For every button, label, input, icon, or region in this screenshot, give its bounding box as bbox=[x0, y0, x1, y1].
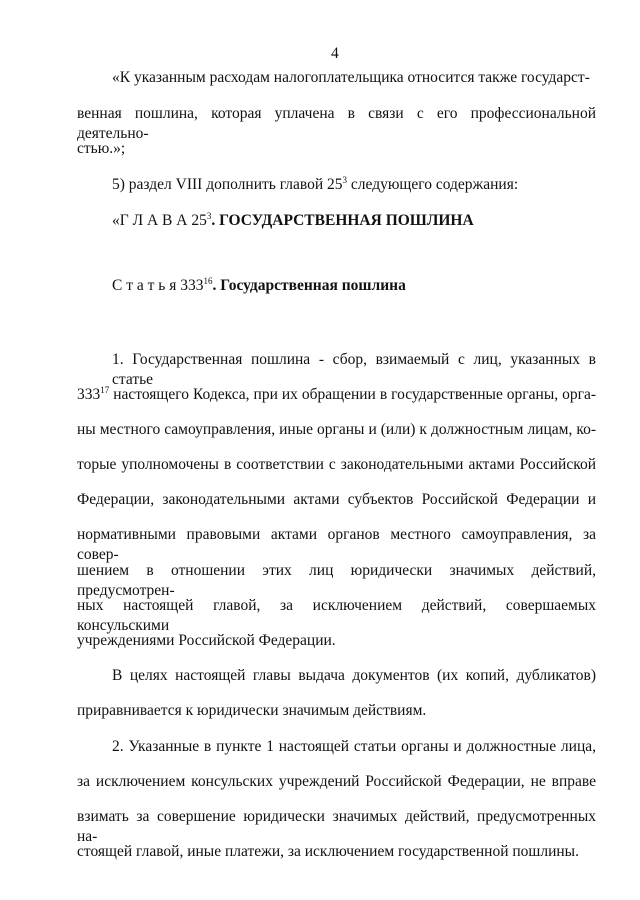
para3-line-4: стоящей главой, иные платежи, за исключением государственной пошлины. bbox=[77, 843, 579, 860]
quote-line-2: венная пошлина, которая уплачена в связи с его профессиональной деятельно- bbox=[77, 105, 596, 142]
article-title: . Государственная пошлина bbox=[212, 277, 406, 294]
para1-line-7: шением в отношении этих лиц юридически значимых действий, предусмотрен- bbox=[77, 562, 596, 599]
para1-line-5: Федерации, законодательными актами субъектов Российской Федерации и bbox=[77, 491, 596, 508]
item-5-text: 5) раздел VIII дополнить главой 25 bbox=[112, 176, 343, 193]
para1-line-2-text: настоящего Кодекса, при их обращении в государственные органы, орга- bbox=[109, 386, 596, 403]
para3-line-1: 2. Указанные в пункте 1 настоящей статьи органы и должностные лица, bbox=[112, 738, 596, 755]
item-5-sup: 3 bbox=[342, 175, 348, 185]
para1-line-3: ны местного самоуправления, иные органы и (или) к должностным лицам, ко- bbox=[77, 421, 596, 438]
para1-line-4: торые уполномочены в соответствии с законодательными актами Российской bbox=[77, 456, 596, 473]
article-prefix: С т а т ь я 333 bbox=[112, 277, 204, 294]
para1-line-8: ных настоящей главой, за исключением действий, совершаемых консульскими bbox=[77, 597, 596, 634]
page-number: 4 bbox=[331, 45, 339, 62]
chapter-heading bbox=[112, 211, 474, 231]
para2-line-2: приравнивается к юридически значимым действиям. bbox=[77, 702, 427, 719]
para3-line-3: взимать за совершение юридически значимых действий, предусмотренных на- bbox=[77, 808, 596, 845]
para1-line-6: нормативными правовыми актами органов местного самоуправления, за совер- bbox=[77, 526, 596, 563]
chapter-sup: 3 bbox=[206, 211, 212, 221]
para2-line-1: В целях настоящей главы выдача документов (их копий, дубликатов) bbox=[112, 667, 596, 684]
article-heading bbox=[112, 276, 406, 296]
article-sup: 16 bbox=[203, 276, 213, 286]
item-5-tail: следующего содержания: bbox=[347, 176, 519, 193]
quote-line-3: стью.»; bbox=[77, 140, 126, 157]
chapter-title: . ГОСУДАРСТВЕННАЯ ПОШЛИНА bbox=[211, 212, 474, 229]
para3-line-2: за исключением консульских учреждений Российской Федерации, не вправе bbox=[77, 773, 596, 790]
para1-line-1: 1. Государственная пошлина - сбор, взимаемый с лиц, указанных в статье bbox=[112, 351, 596, 388]
chapter-prefix: «Г Л А В А 25 bbox=[112, 212, 207, 229]
para1-line-9: учреждениями Российской Федерации. bbox=[77, 632, 336, 649]
para1-sup: 17 bbox=[100, 385, 110, 395]
quote-line-1: «К указанным расходам налогоплательщика относится также государст- bbox=[112, 69, 590, 86]
item-5 bbox=[112, 175, 518, 195]
para1-num: 333 bbox=[77, 386, 101, 403]
para1-line-2 bbox=[77, 385, 596, 405]
